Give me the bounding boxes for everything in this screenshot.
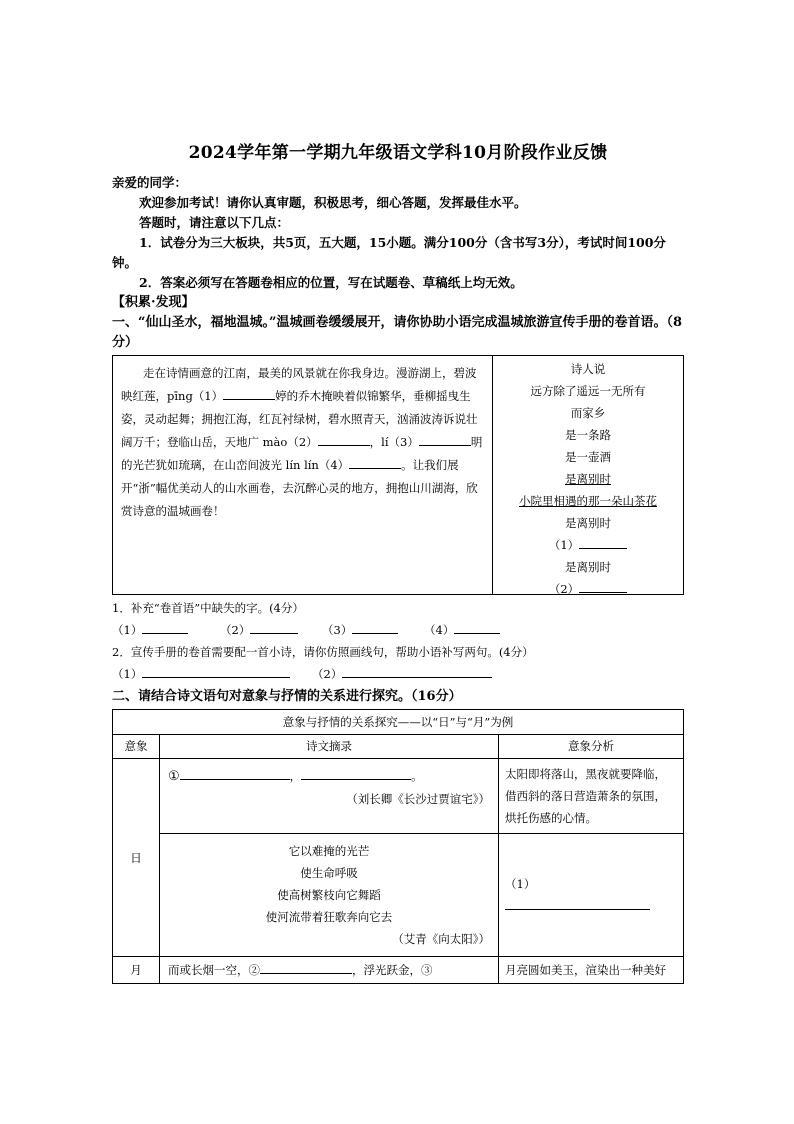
sun-excerpt-2 bbox=[160, 834, 499, 957]
imagery-table bbox=[112, 709, 684, 984]
answer-slot bbox=[112, 663, 312, 685]
preface-box bbox=[112, 355, 684, 595]
passage-part: 明的光芒犹如琉璃，在山峦间波光 lín lín（4） bbox=[121, 435, 483, 472]
blank-label: （2） bbox=[312, 667, 343, 681]
poem-title: 诗人说 bbox=[570, 362, 606, 376]
answer-blank[interactable] bbox=[250, 621, 298, 634]
header-analysis: 意象分析 bbox=[499, 735, 684, 759]
poem-line: 是离别时 bbox=[565, 516, 611, 530]
question-1-title: 一、“仙山圣水，福地温城。”温城画卷缓缓展开，请你协助小语完成温城旅游宣传手册的卷首语。（8分） bbox=[112, 315, 683, 350]
poem-line: 使河流带着狂歌奔向它去 bbox=[265, 910, 393, 924]
notice-2: 2．答案必须写在答题卷相应的位置，写在试题卷、草稿纸上均无效。 bbox=[139, 275, 523, 290]
answer-blank[interactable] bbox=[180, 767, 290, 780]
answer-blank[interactable] bbox=[505, 897, 650, 910]
punctuation: 。 bbox=[411, 769, 423, 783]
question-2-title: 二、请结合诗文语句对意象与抒情的关系进行探究。（16分） bbox=[112, 689, 462, 704]
imagery-sun: 日 bbox=[113, 759, 160, 957]
moon-excerpt bbox=[160, 957, 499, 984]
page-title: 2024学年第一学期九年级语文学科10月阶段作业反馈 bbox=[188, 143, 608, 163]
sun-excerpt-1 bbox=[160, 759, 499, 834]
blank-label: （1） bbox=[505, 877, 536, 891]
excerpt-text: 而或长烟一空，② bbox=[168, 963, 260, 977]
answer-blank[interactable] bbox=[301, 767, 411, 780]
poem-line: 它以难掩的光芒 bbox=[288, 844, 370, 858]
exam-page bbox=[112, 130, 684, 984]
sun-analysis-1: 太阳即将落山，黑夜就要降临，借西斜的落日营造萧条的氛围，烘托伤感的心情。 bbox=[499, 759, 684, 834]
blank-label: （3） bbox=[322, 623, 353, 637]
excerpt-source: （刘长卿《长沙过贾谊宅》） bbox=[346, 792, 490, 806]
poem-blank-1[interactable] bbox=[579, 536, 627, 549]
passage-part: 走在诗情画意的江南，最美的风景就在你我身边。漫游湖上，碧波映红莲，pīng（1） bbox=[121, 366, 477, 403]
table-caption: 意象与抒情的关系探究——以“日”与“月”为例 bbox=[113, 710, 684, 735]
sun-analysis-2 bbox=[499, 834, 684, 957]
passage-part: 婷的乔木掩映着似锦繁华，垂柳摇曳生姿，灵动起舞；拥抱江海，红瓦衬绿树，碧水照青天，汹涌波涛诉说壮阔万千；登临山岳，天地广 mào（2） bbox=[121, 389, 478, 449]
poem-blank-line-1 bbox=[493, 534, 683, 556]
answer-slot bbox=[424, 619, 500, 641]
moon-analysis: 月亮圆如美玉，渲染出一种美好 bbox=[499, 957, 684, 984]
passage-part: 。让我们展开“浙”幅优美动人的山水画卷，去沉醉心灵的地方，拥抱山川湖海，欣赏诗意的温城画卷！ bbox=[121, 458, 478, 518]
blank-label: （2） bbox=[220, 623, 251, 637]
blank-label: （1） bbox=[112, 667, 143, 681]
blank-label: （2） bbox=[548, 582, 580, 596]
excerpt-blank-line bbox=[168, 765, 490, 788]
blank-3[interactable] bbox=[419, 433, 471, 446]
answer-slot bbox=[220, 619, 322, 641]
poem-panel bbox=[493, 356, 683, 594]
poem-underlined-line: 是离别时 bbox=[565, 472, 611, 486]
poem-line: 而家乡 bbox=[570, 406, 606, 420]
poem-line: 远方除了遥远一无所有 bbox=[530, 384, 646, 398]
answer-slot bbox=[322, 619, 424, 641]
sub-question-2: 2．宣传手册的卷首需要配一首小诗，请你仿照画线句，帮助小语补写两句。(4分） bbox=[112, 645, 534, 659]
blank-label: （4） bbox=[424, 623, 455, 637]
excerpt-text: ，浮光跃金，③ bbox=[352, 963, 433, 977]
answer-blank[interactable] bbox=[352, 621, 398, 634]
header-imagery: 意象 bbox=[113, 735, 160, 759]
answer-slot bbox=[312, 663, 492, 685]
blank-2[interactable] bbox=[318, 433, 370, 446]
poem-line: 使生命呼吸 bbox=[300, 866, 358, 880]
notice-1: 1．试卷分为三大板块，共5页，五大题，15小题。满分100分（含书写3分），考试时间100分钟。 bbox=[112, 235, 666, 270]
poem-line: 是一条路 bbox=[565, 428, 611, 442]
preface-passage bbox=[113, 356, 493, 594]
answer-blank[interactable] bbox=[260, 961, 352, 974]
welcome-text: 欢迎参加考试！请你认真审题，积极思考，细心答题，发挥最佳水平。 bbox=[139, 195, 527, 210]
header-excerpt: 诗文摘录 bbox=[160, 735, 499, 759]
blank-1[interactable] bbox=[223, 387, 275, 400]
blank-label: （1） bbox=[112, 623, 143, 637]
circled-number: ① bbox=[168, 769, 180, 784]
answer-blank[interactable] bbox=[454, 621, 500, 634]
poem-line: 使高树繁枝向它舞蹈 bbox=[277, 888, 381, 902]
greeting: 亲爱的同学： bbox=[112, 175, 188, 190]
poem-blank-line-2 bbox=[493, 578, 683, 600]
excerpt-source: （艾青《向太阳》） bbox=[392, 932, 490, 946]
answer-blank[interactable] bbox=[142, 665, 290, 678]
answer-blank[interactable] bbox=[342, 665, 492, 678]
poem-underlined-line: 小院里相遇的那一朵山茶花 bbox=[519, 494, 657, 508]
block-title: 【积累·发现】 bbox=[112, 295, 195, 310]
sub-question-1: 1．补充“卷首语”中缺失的字。(4分） bbox=[112, 601, 304, 615]
answer-blank[interactable] bbox=[142, 621, 188, 634]
poem-line: 是一壶酒 bbox=[565, 450, 611, 464]
blank-label: （1） bbox=[548, 538, 580, 552]
poem-blank-2[interactable] bbox=[579, 580, 627, 593]
poem-line: 是离别时 bbox=[565, 560, 611, 574]
notice-intro: 答题时，请注意以下几点： bbox=[139, 215, 290, 230]
passage-part: ，lí（3） bbox=[369, 435, 419, 449]
sub-question-1-blanks bbox=[112, 619, 684, 641]
punctuation: ， bbox=[289, 769, 302, 783]
sub-question-2-blanks bbox=[112, 663, 684, 685]
answer-slot bbox=[112, 619, 220, 641]
blank-4[interactable] bbox=[349, 456, 401, 469]
imagery-moon: 月 bbox=[113, 957, 160, 984]
